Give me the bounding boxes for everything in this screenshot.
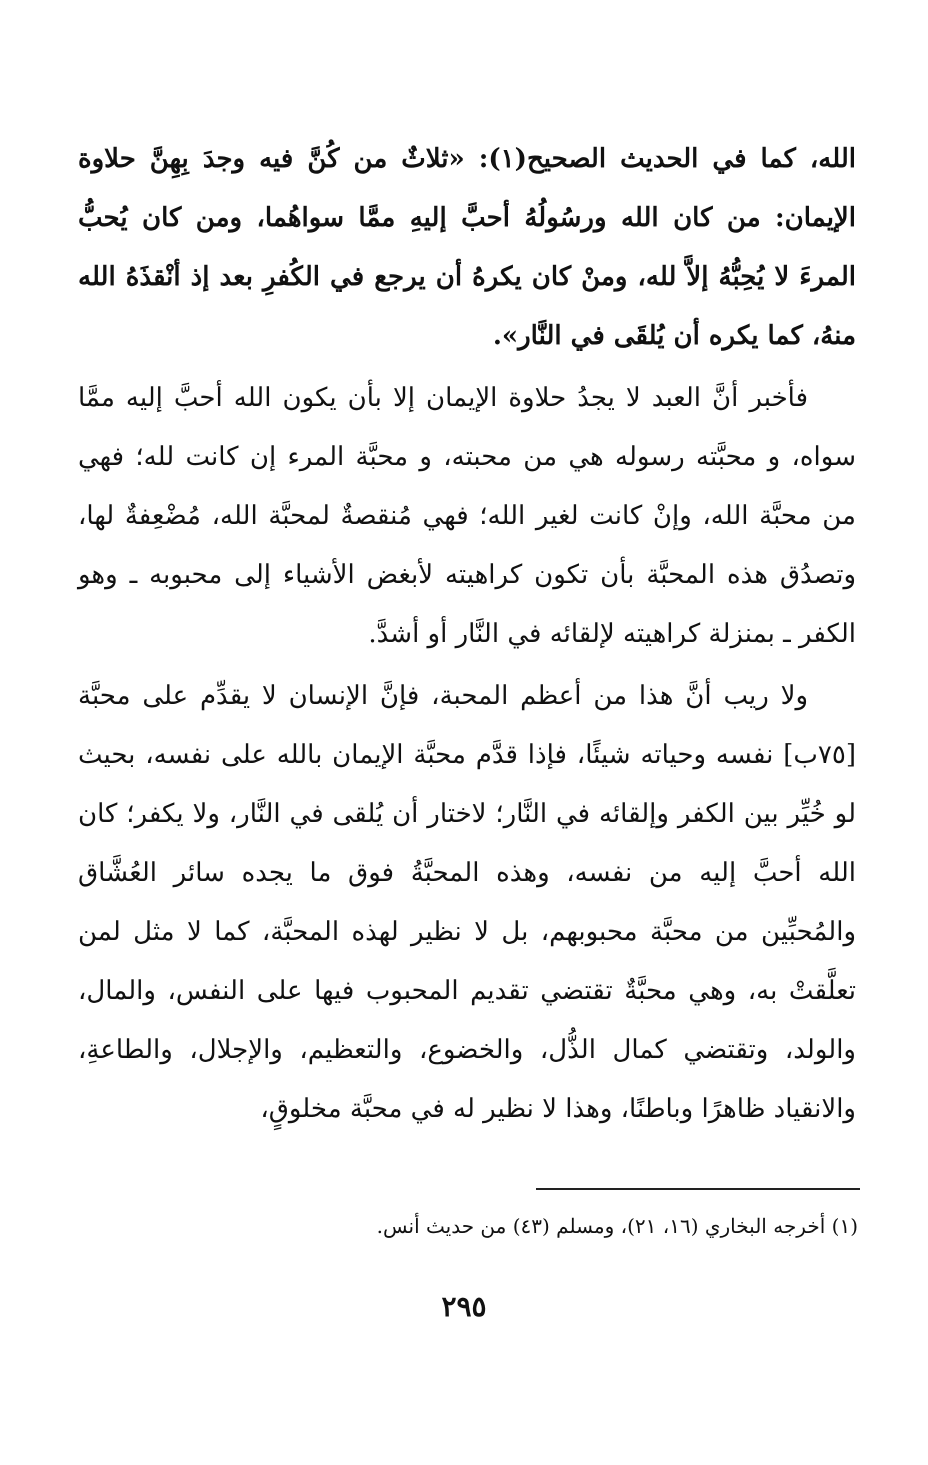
main-text xyxy=(78,130,856,1139)
paragraph-explanation: فأخبر أنَّ العبد لا يجدُ حلاوة الإيمان إلا بأن يكون الله أحبَّ إليه ممَّا سواه، و محبَّته رسوله هي من محبته، و محبَّة المرء إن كانت لله؛ فهي من محبَّة الله، وإنْ كانت لغير الله؛ فهي مُنقصةٌ لمحبَّة الله، مُضْعِفةٌ لها، وتصدُق هذه المحبَّة بأن تكون كراهيته لأبغض الأشياء إلى محبوبه ـ وهو الكفر ـ بمنزلة كراهيته لإلقائه في النَّار أو أشدَّ. xyxy=(78,383,856,649)
paragraph-hadith: الله، كما في الحديث الصحيح(١): «ثلاثٌ من كُنَّ فيه وجدَ بِهِنَّ حلاوة الإيمان: من كان الله ورسُولُهُ أحبَّ إليهِ ممَّا سواهُما، ومن كان يُحبُّ المرءَ لا يُحِبُّهُ إلاَّ لله، ومنْ كان يكرهُ أن يرجع في الكُفرِ بعد إذ أنْقذَهُ الله منهُ، كما يكره أن يُلقَى في النَّار». xyxy=(78,144,856,351)
footnote-divider xyxy=(536,1188,860,1190)
page-number: ٢٩٥ xyxy=(441,1290,487,1323)
paragraph-love: ولا ريب أنَّ هذا من أعظم المحبة، فإنَّ الإنسان لا يقدِّم على محبَّة [٧٥ب] نفسه وحياته شيئًا، فإذا قدَّم محبَّة الإيمان بالله على نفسه، بحيث لو خُيِّر بين الكفر وإلقائه في النَّار؛ لاختار أن يُلقى في النَّار، ولا يكفر؛ كان الله أحبَّ إليه من نفسه، وهذه المحبَّةُ فوق ما يجده سائر العُشَّاق والمُحبِّين من محبَّة محبوبهم، بل لا نظير لهذه المحبَّة، كما لا مثل لمن تعلَّقتْ به، وهي محبَّةٌ تقتضي تقديم المحبوب فيها على النفس، والمال، والولد، وتقتضي كمال الذُّل، والخضوع، والتعظيم، والإجلال، والطاعةِ، والانقياد ظاهرًا وباطنًا، وهذا لا نظير له في محبَّة مخلوقٍ، xyxy=(78,681,856,1124)
footnote: (١) أخرجه البخاري (١٦، ٢١)، ومسلم (٤٣) من حديث أنس. xyxy=(376,1214,858,1238)
